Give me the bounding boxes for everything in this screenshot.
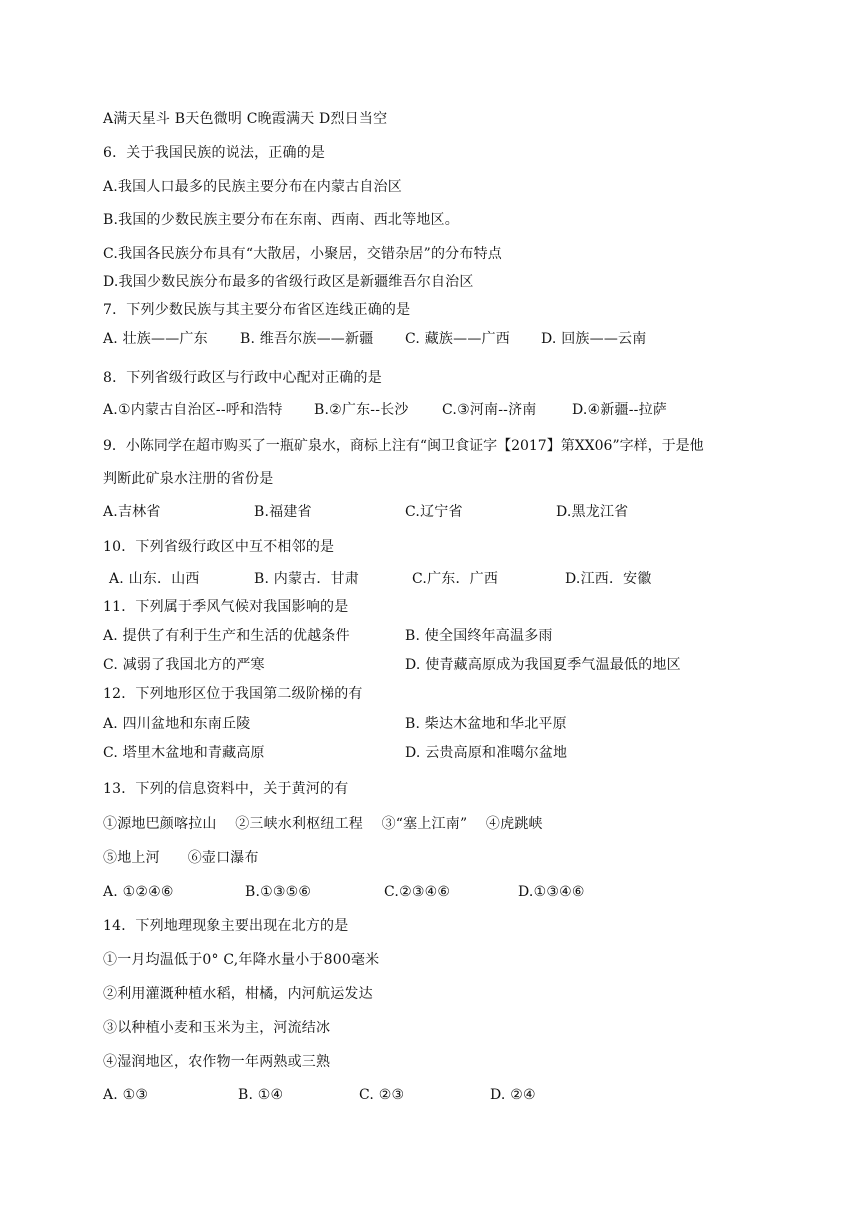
q7-option-c: C. 藏族——广西: [405, 331, 510, 347]
q10-option-a: A. 山东．山西: [109, 571, 200, 587]
q7-stem: 7．下列少数民族与其主要分布省区连线正确的是: [103, 302, 411, 318]
q14-option-b: B. ①④: [238, 1087, 284, 1103]
q13-option-a: A. ①②④⑥: [103, 884, 174, 900]
q14-stem: 14．下列地理现象主要出现在北方的是: [103, 918, 349, 934]
q11-stem: 11．下列属于季风气候对我国影响的是: [103, 599, 349, 615]
q14-statement-1: ①一月均温低于0° C,年降水量小于800毫米: [103, 952, 380, 968]
q6-option-a: A.我国人口最多的民族主要分布在内蒙古自治区: [103, 179, 402, 195]
q8-stem: 8．下列省级行政区与行政中心配对正确的是: [103, 370, 382, 386]
q7-option-a: A. 壮族——广东: [103, 331, 208, 347]
q9-option-a: A.吉林省: [103, 504, 161, 520]
q14-statement-2: ②利用灌溉种植水稻，柑橘，内河航运发达: [103, 986, 373, 1002]
q14-statement-4: ④湿润地区，农作物一年两熟或三熟: [103, 1054, 331, 1070]
q8-option-c: C.③河南--济南: [442, 402, 537, 418]
q8-option-a: A.①内蒙古自治区--呼和浩特: [103, 402, 283, 418]
q13-items-line1: ①源地巴颜喀拉山 ②三峡水利枢纽工程 ③“塞上江南” ④虎跳峡: [103, 816, 543, 832]
q14-option-c: C. ②③: [359, 1087, 405, 1103]
q7-option-b: B. 维吾尔族——新疆: [240, 331, 374, 347]
q8-option-b: B.②广东--长沙: [314, 402, 409, 418]
q11-option-c: C. 减弱了我国北方的严寒: [103, 657, 265, 673]
q9-stem-line2: 判断此矿泉水注册的省份是: [103, 471, 274, 487]
q13-items-line2: ⑤地上河 ⑥壶口瀑布: [103, 850, 259, 866]
q10-option-c: C.广东．广西: [412, 571, 499, 587]
q5-options: A满天星斗 B天色微明 C晚霞满天 D烈日当空: [103, 111, 388, 127]
q14-option-d: D. ②④: [490, 1087, 536, 1103]
q14-option-a: A. ①③: [103, 1087, 149, 1103]
q12-option-c: C. 塔里木盆地和青藏高原: [103, 745, 265, 761]
q8-option-d: D.④新疆--拉萨: [572, 402, 667, 418]
q12-option-d: D. 云贵高原和准噶尔盆地: [405, 745, 568, 761]
q11-option-a: A. 提供了有利于生产和生活的优越条件: [103, 628, 350, 644]
q14-statement-3: ③以种植小麦和玉米为主，河流结冰: [103, 1020, 331, 1036]
q9-option-c: C.辽宁省: [405, 504, 463, 520]
q13-stem: 13．下列的信息资料中，关于黄河的有: [103, 781, 349, 797]
q6-stem: 6．关于我国民族的说法，正确的是: [103, 145, 326, 161]
q11-option-d: D. 使青藏高原成为我国夏季气温最低的地区: [405, 657, 681, 673]
q12-stem: 12．下列地形区位于我国第二级阶梯的有: [103, 686, 363, 702]
q6-option-d: D.我国少数民族分布最多的省级行政区是新疆维吾尔自治区: [103, 274, 474, 290]
q9-option-d: D.黑龙江省: [556, 504, 629, 520]
q10-stem: 10．下列省级行政区中互不相邻的是: [103, 539, 335, 555]
q12-option-b: B. 柴达木盆地和华北平原: [405, 716, 567, 732]
q6-option-c: C.我国各民族分布具有“大散居，小聚居，交错杂居”的分布特点: [103, 246, 502, 262]
q11-option-b: B. 使全国终年高温多雨: [405, 628, 553, 644]
q13-option-b: B.①③⑤⑥: [245, 884, 312, 900]
q13-option-c: C.②③④⑥: [384, 884, 451, 900]
q10-option-b: B. 内蒙古．甘肃: [254, 571, 359, 587]
q12-option-a: A. 四川盆地和东南丘陵: [103, 716, 251, 732]
q9-option-b: B.福建省: [254, 504, 312, 520]
q9-stem-line1: 9．小陈同学在超市购买了一瓶矿泉水，商标上注有“闽卫食证字【2017】第XX06”字样，于是他: [103, 438, 704, 454]
q10-option-d: D.江西．安徽: [565, 571, 652, 587]
q6-option-b: B.我国的少数民族主要分布在东南、西南、西北等地区。: [103, 212, 459, 228]
q7-option-d: D. 回族——云南: [541, 331, 647, 347]
q13-option-d: D.①③④⑥: [518, 884, 585, 900]
